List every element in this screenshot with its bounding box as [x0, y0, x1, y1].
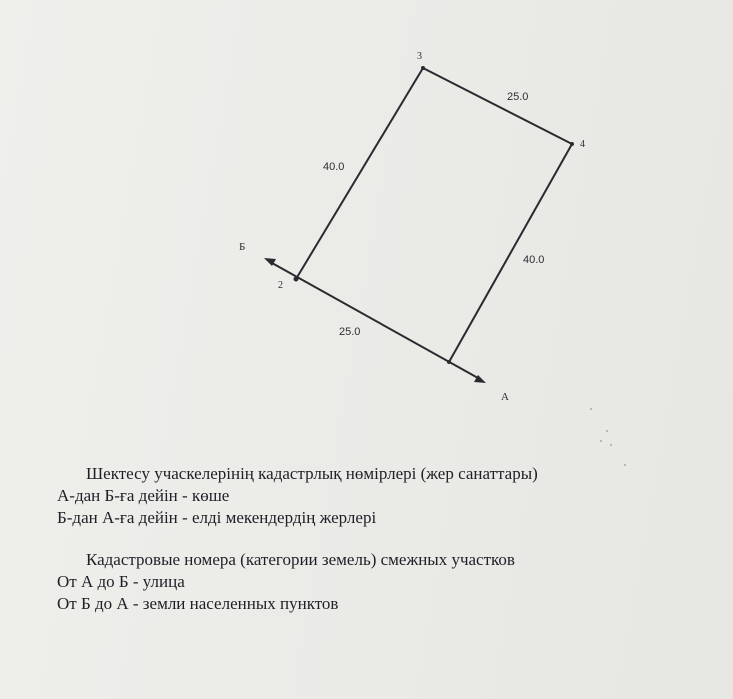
edge-length-2-3: 40.0 [323, 161, 345, 173]
notes-ru-line1: От А до Б - улица [57, 572, 185, 591]
paper-speck [610, 444, 612, 446]
notes-ru-line2: От Б до А - земли населенных пунктов [57, 594, 339, 613]
notes-ru-heading: Кадастровые номера (категории земель) смежных участков [86, 550, 515, 569]
adjacent-plots-ru [57, 549, 515, 615]
point-label-4: 4 [580, 139, 585, 150]
notes-kz-heading: Шектесу учаскелерінің кадастрлық нөмірлері (жер санаттары) [86, 464, 538, 483]
point-4-marker [570, 142, 574, 146]
notes-kz-line2: Б-дан А-ға дейін - елді мекендердің жерлері [57, 508, 377, 527]
direction-label-a: А [501, 391, 509, 403]
direction-label-b: Б [239, 241, 246, 253]
boundary-2-3 [296, 68, 423, 279]
point-label-2: 2 [278, 280, 283, 291]
paper-speck [600, 440, 602, 442]
point-3-marker [421, 66, 425, 70]
point-label-3: 3 [417, 51, 422, 62]
street-line [272, 263, 478, 378]
paper-speck [590, 408, 592, 410]
point-1-marker [447, 360, 451, 364]
edge-length-3-4: 25.0 [507, 91, 529, 103]
boundary-4-1 [449, 144, 572, 362]
adjacent-plots-kz [57, 463, 538, 529]
edge-length-1-2: 25.0 [339, 326, 361, 338]
notes-kz-line1: А-дан Б-ға дейін - көше [57, 486, 230, 505]
edge-length-4-1: 40.0 [523, 254, 545, 266]
point-2-marker [294, 277, 299, 282]
boundary-3-4 [423, 68, 572, 144]
paper-speck [606, 430, 608, 432]
paper-speck [624, 464, 626, 466]
